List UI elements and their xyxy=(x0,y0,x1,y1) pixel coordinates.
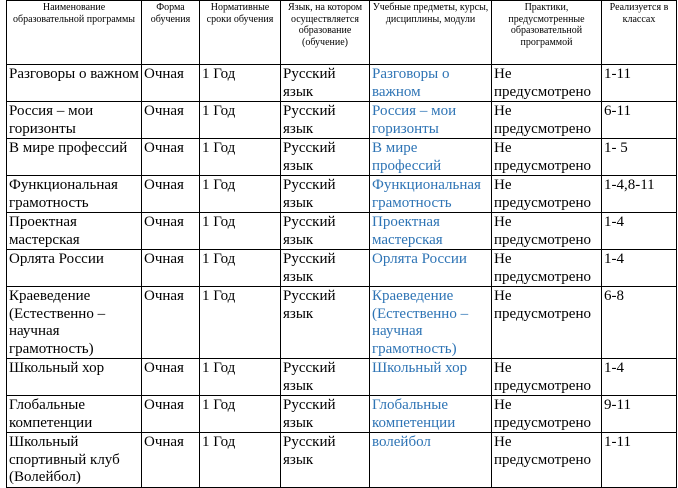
practices-cell: Не предусмотрено xyxy=(492,250,602,287)
header-language: Язык, на котором осуществляется образование (обучение) xyxy=(281,1,370,65)
program-name-cell: Краеведение (Естественно – научная грамотность) xyxy=(7,287,142,359)
grades-cell: 1-11 xyxy=(602,433,677,488)
programs-table xyxy=(6,0,677,488)
language-cell: Русский язык xyxy=(281,287,370,359)
duration-cell: 1 Год xyxy=(200,65,281,102)
study-form-cell: Очная xyxy=(142,433,200,488)
subject-link[interactable]: Функциональная грамотность xyxy=(370,176,492,213)
duration-cell: 1 Год xyxy=(200,433,281,488)
table-row xyxy=(7,102,677,139)
duration-cell: 1 Год xyxy=(200,396,281,433)
study-form-cell: Очная xyxy=(142,250,200,287)
program-name-cell: Орлята России xyxy=(7,250,142,287)
header-study-duration: Нормативные сроки обучения xyxy=(200,1,281,65)
grades-cell: 1- 5 xyxy=(602,139,677,176)
grades-cell: 6-11 xyxy=(602,102,677,139)
grades-cell: 1-4 xyxy=(602,213,677,250)
program-name-cell: Глобальные компетенции xyxy=(7,396,142,433)
study-form-cell: Очная xyxy=(142,213,200,250)
language-cell: Русский язык xyxy=(281,65,370,102)
program-name-cell: В мире профессий xyxy=(7,139,142,176)
subject-link[interactable]: Разговоры о важном xyxy=(370,65,492,102)
header-study-form: Форма обучения xyxy=(142,1,200,65)
table-header-row xyxy=(7,1,677,65)
subject-link[interactable]: Проектная мастерская xyxy=(370,213,492,250)
header-practices: Практики, предусмотренные образовательной программой xyxy=(492,1,602,65)
language-cell: Русский язык xyxy=(281,139,370,176)
language-cell: Русский язык xyxy=(281,433,370,488)
duration-cell: 1 Год xyxy=(200,287,281,359)
header-grades: Реализуется в классах xyxy=(602,1,677,65)
program-name-cell: Разговоры о важном xyxy=(7,65,142,102)
study-form-cell: Очная xyxy=(142,287,200,359)
practices-cell: Не предусмотрено xyxy=(492,213,602,250)
duration-cell: 1 Год xyxy=(200,139,281,176)
practices-cell: Не предусмотрено xyxy=(492,176,602,213)
language-cell: Русский язык xyxy=(281,396,370,433)
table-row xyxy=(7,65,677,102)
table-row xyxy=(7,433,677,488)
practices-cell: Не предусмотрено xyxy=(492,65,602,102)
table-row xyxy=(7,359,677,396)
header-program-name: Наименование образовательной программы xyxy=(7,1,142,65)
language-cell: Русский язык xyxy=(281,102,370,139)
table-row xyxy=(7,139,677,176)
language-cell: Русский язык xyxy=(281,213,370,250)
language-cell: Русский язык xyxy=(281,250,370,287)
table-row xyxy=(7,287,677,359)
program-name-cell: Функциональная грамотность xyxy=(7,176,142,213)
grades-cell: 1-4,8-11 xyxy=(602,176,677,213)
practices-cell: Не предусмотрено xyxy=(492,287,602,359)
study-form-cell: Очная xyxy=(142,139,200,176)
table-row xyxy=(7,176,677,213)
duration-cell: 1 Год xyxy=(200,176,281,213)
language-cell: Русский язык xyxy=(281,176,370,213)
study-form-cell: Очная xyxy=(142,176,200,213)
table-row xyxy=(7,396,677,433)
language-cell: Русский язык xyxy=(281,359,370,396)
subject-link[interactable]: Орлята России xyxy=(370,250,492,287)
subject-link[interactable]: Глобальные компетенции xyxy=(370,396,492,433)
duration-cell: 1 Год xyxy=(200,250,281,287)
grades-cell: 1-11 xyxy=(602,65,677,102)
study-form-cell: Очная xyxy=(142,359,200,396)
program-name-cell: Россия – мои горизонты xyxy=(7,102,142,139)
study-form-cell: Очная xyxy=(142,396,200,433)
grades-cell: 1-4 xyxy=(602,359,677,396)
practices-cell: Не предусмотрено xyxy=(492,359,602,396)
practices-cell: Не предусмотрено xyxy=(492,139,602,176)
study-form-cell: Очная xyxy=(142,102,200,139)
practices-cell: Не предусмотрено xyxy=(492,433,602,488)
table-row xyxy=(7,250,677,287)
subject-link[interactable]: Россия – мои горизонты xyxy=(370,102,492,139)
program-name-cell: Школьный хор xyxy=(7,359,142,396)
table-row xyxy=(7,213,677,250)
grades-cell: 6-8 xyxy=(602,287,677,359)
program-name-cell: Школьный спортивный клуб (Волейбол) xyxy=(7,433,142,488)
grades-cell: 9-11 xyxy=(602,396,677,433)
subject-link[interactable]: Краеведение (Естественно – научная грамотность) xyxy=(370,287,492,359)
practices-cell: Не предусмотрено xyxy=(492,102,602,139)
program-name-cell: Проектная мастерская xyxy=(7,213,142,250)
subject-link[interactable]: В мире профессий xyxy=(370,139,492,176)
grades-cell: 1-4 xyxy=(602,250,677,287)
duration-cell: 1 Год xyxy=(200,213,281,250)
study-form-cell: Очная xyxy=(142,65,200,102)
duration-cell: 1 Год xyxy=(200,359,281,396)
subject-link[interactable]: Школьный хор xyxy=(370,359,492,396)
practices-cell: Не предусмотрено xyxy=(492,396,602,433)
duration-cell: 1 Год xyxy=(200,102,281,139)
header-subjects: Учебные предметы, курсы, дисциплины, модули xyxy=(370,1,492,65)
subject-link[interactable]: волейбол xyxy=(370,433,492,488)
